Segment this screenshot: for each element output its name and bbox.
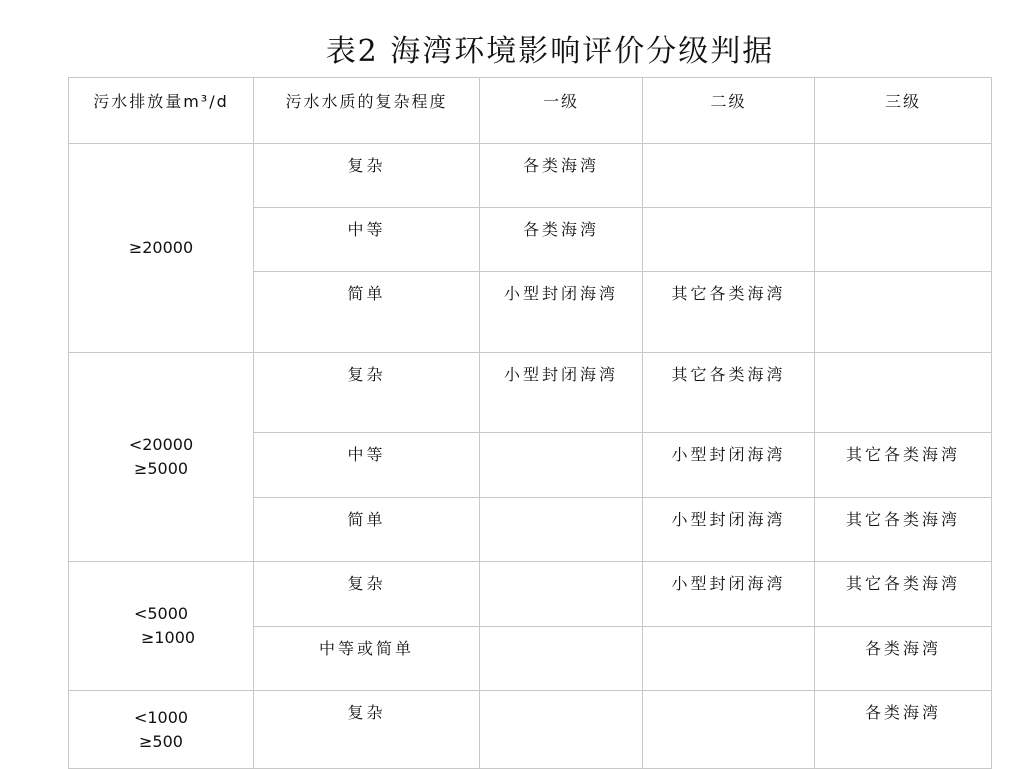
level3-cell: 各类海湾 (815, 627, 992, 691)
level1-cell (480, 433, 643, 498)
level1-cell (480, 691, 643, 769)
header-level-3: 三级 (815, 78, 992, 144)
level1-cell: 小型封闭海湾 (480, 353, 643, 433)
level2-cell (643, 208, 815, 272)
volume-line: ≥1000 (140, 628, 196, 647)
volume-cell (69, 353, 254, 562)
level2-cell (643, 144, 815, 208)
volume-cell (69, 144, 254, 353)
volume-line: <5000 (133, 604, 189, 623)
level2-cell (643, 691, 815, 769)
level2-cell: 小型封闭海湾 (643, 562, 815, 627)
level3-cell (815, 144, 992, 208)
level3-cell: 各类海湾 (815, 691, 992, 769)
header-complexity: 污水水质的复杂程度 (254, 78, 480, 144)
header-row (69, 78, 992, 144)
level1-cell: 各类海湾 (480, 208, 643, 272)
complexity-cell: 简单 (254, 498, 480, 562)
complexity-cell: 复杂 (254, 144, 480, 208)
complexity-cell: 复杂 (254, 353, 480, 433)
table-row (69, 144, 992, 208)
volume-line: ≥20000 (128, 238, 194, 257)
page-title: 表2 海湾环境影响评价分级判据 (325, 34, 775, 69)
level2-cell: 其它各类海湾 (643, 353, 815, 433)
header-level-1: 一级 (480, 78, 643, 144)
table-row (69, 353, 992, 433)
volume-line: ≥500 (139, 731, 183, 751)
volume-line: <20000 (128, 435, 194, 454)
grading-criteria-table (68, 77, 992, 769)
level3-cell (815, 353, 992, 433)
complexity-cell: 复杂 (254, 691, 480, 769)
header-volume: 污水排放量m³/d (69, 78, 254, 144)
complexity-cell: 中等 (254, 433, 480, 498)
level1-cell (480, 498, 643, 562)
level1-cell (480, 562, 643, 627)
level2-cell (643, 627, 815, 691)
header-level-2: 二级 (643, 78, 815, 144)
level3-cell (815, 208, 992, 272)
complexity-cell: 简单 (254, 272, 480, 353)
level2-cell: 小型封闭海湾 (643, 433, 815, 498)
level3-cell (815, 272, 992, 353)
volume-cell (69, 562, 254, 691)
table-row (69, 562, 992, 627)
level3-cell: 其它各类海湾 (815, 433, 992, 498)
complexity-cell: 复杂 (254, 562, 480, 627)
volume-line: ≥5000 (133, 459, 189, 478)
volume-cell (69, 691, 254, 769)
table-row (69, 691, 992, 769)
level2-cell: 其它各类海湾 (643, 272, 815, 353)
complexity-cell: 中等 (254, 208, 480, 272)
volume-line: <1000 (133, 707, 189, 727)
complexity-cell: 中等或简单 (254, 627, 480, 691)
level1-cell: 各类海湾 (480, 144, 643, 208)
level2-cell: 小型封闭海湾 (643, 498, 815, 562)
level1-cell (480, 627, 643, 691)
level1-cell: 小型封闭海湾 (480, 272, 643, 353)
level3-cell: 其它各类海湾 (815, 498, 992, 562)
level3-cell: 其它各类海湾 (815, 562, 992, 627)
